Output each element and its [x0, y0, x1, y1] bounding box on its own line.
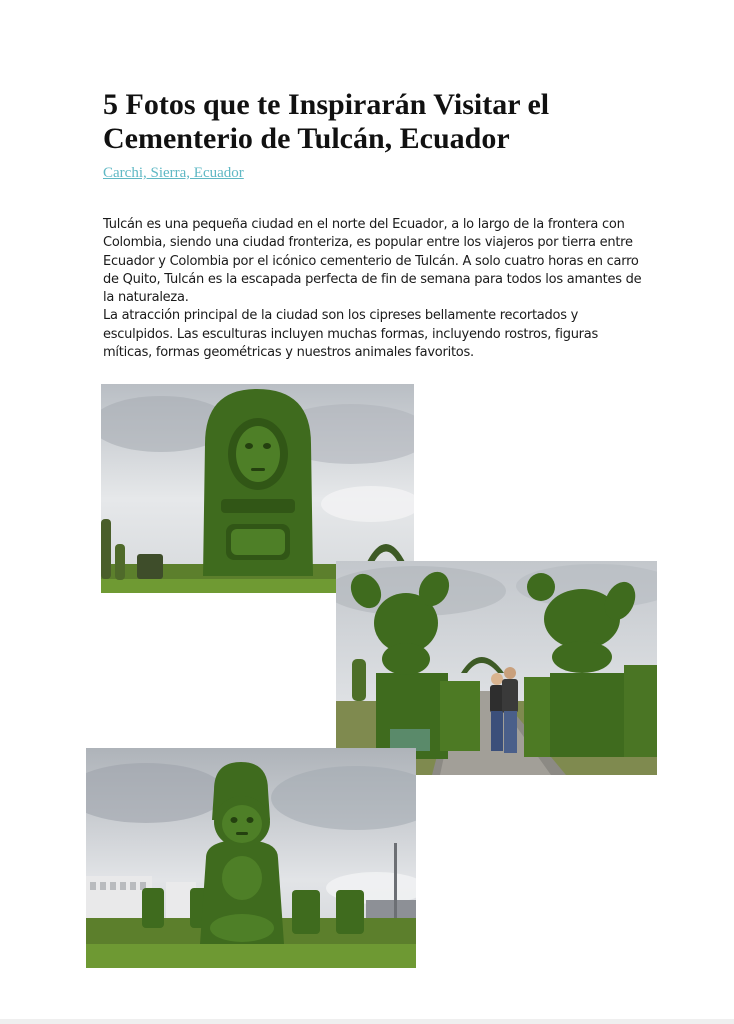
location-link[interactable]: Carchi, Sierra, Ecuador	[103, 165, 244, 181]
photo-topiary-figure	[86, 748, 416, 968]
intro-paragraph: Tulcán es una pequeña ciudad en el norte del Ecuador, a lo largo de la frontera con Colombia, siendo una ciudad fronteriza, es popular entre los viajeros por tierra entre Ecuador y Colombia por el icónico cementerio de Tulcán. A solo cuatro horas en carro de Quito, Tulcán es la escapada perfecta de fin de semana para todos los amantes de la naturaleza.	[103, 217, 642, 306]
photo-topiary-animals	[336, 561, 657, 775]
article-body	[103, 216, 643, 362]
attraction-paragraph: La atracción principal de la ciudad son los cipreses bellamente recortados y esculpidos. Las esculturas incluyen muchas formas, incluyendo rostros, figuras míticas, formas geométricas y nuestros animales favoritos.	[103, 308, 599, 361]
article-title: 5 Fotos que te Inspirarán Visitar el Cementerio de Tulcán, Ecuador	[103, 88, 550, 155]
page-footer-divider	[0, 1019, 734, 1024]
